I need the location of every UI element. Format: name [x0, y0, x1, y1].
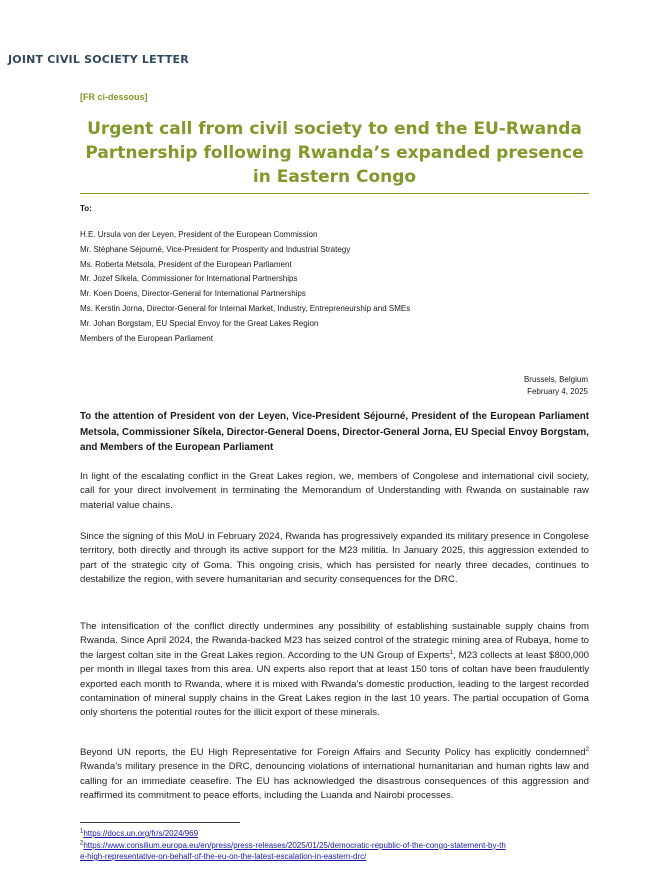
footnote-number: 1	[80, 828, 84, 835]
footnote-ref-2[interactable]: 2	[585, 746, 589, 753]
french-version-tag: [FR ci-dessous]	[80, 92, 148, 102]
footnote-link-1[interactable]: https://docs.un.org/fr/s/2024/969	[83, 829, 199, 838]
letter-type-header: JOINT CIVIL SOCIETY LETTER	[8, 53, 189, 66]
footnote-ref-1[interactable]: 1	[449, 649, 454, 656]
footnote-link-2-cont[interactable]: e-high-representative-on-behalf-of-the-eu-on-the-latest-escalation-in-eastern-drc/	[80, 852, 367, 861]
paragraph-text: , M23 collects at least $800,000 per month in illegal taxes from this area. UN experts also report that at least 150 tons of coltan have been fraudulently exported each month to Rwanda, where it is mixed with Rwanda’s domestic production, leading to the largest recorded contamination of mineral supply chains in the Great Lakes region in the last 10 years. The partial occupation of Goma only shortens the potential routes for the illicit export of these minerals.	[80, 649, 589, 719]
body-paragraph-3	[80, 620, 589, 721]
footnote-1	[80, 828, 595, 840]
body-paragraph-2: Since the signing of this MoU in February 2024, Rwanda has progressively expanded its military presence in Congolese territory, both directly and through its active support for the M23 militia. In January 2025, this aggression extended to part of the strategic city of Goma. This ongoing crisis, which has persisted for nearly three decades, continues to destabilize the region, with severe humanitarian and security consequences for the DRC.	[80, 531, 589, 586]
footnote-divider	[80, 822, 240, 823]
place-date-block	[524, 374, 588, 398]
recipient-list	[80, 228, 410, 346]
paragraph-text: Rwanda’s military presence in the DRC, denouncing violations of international humanitarian and human rights law and calling for an immediate ceasefire. The EU has acknowledged the disastrous consequences of this aggression and reaffirmed its commitment to peace efforts, including the Luanda and Nairobi processes.	[80, 761, 589, 802]
title-divider	[80, 193, 589, 194]
recipient-item: Mr. Stéphane Séjourné, Vice-President for Prosperity and Industrial Strategy	[80, 244, 351, 254]
recipient-item: Members of the European Parliament	[80, 333, 213, 343]
recipient-item: Ms. Kerstin Jorna, Director-General for Internal Market, Industry, Entrepreneurship and SMEs	[80, 303, 411, 313]
body-paragraph-4	[80, 746, 589, 804]
footnotes	[80, 828, 595, 863]
place: Brussels, Belgium	[523, 375, 588, 384]
recipient-item: Mr. Jozef Síkela, Commissioner for International Partnerships	[80, 274, 298, 284]
paragraph-text: The intensification of the conflict directly undermines any possibility of establishing sustainable supply chains from Rwanda. Since April 2024, the Rwanda-backed M23 has seized control of the strategic mining area of Rubaya, home to the largest coltan site in the Great Lakes region. According to the UN Group of Experts	[80, 621, 589, 661]
recipient-item: H.E. Ursula von der Leyen, President of the European Commission	[80, 230, 318, 239]
body-paragraph-1: In light of the escalating conflict in the Great Lakes region, we, members of Congolese and international civil society, call for your direct involvement in terminating the Memorandum of Understanding with Rwanda on sustainable raw material value chains.	[80, 471, 589, 511]
recipient-item: Mr. Koen Doens, Director-General for International Partnerships	[80, 289, 306, 299]
recipient-item: Ms. Roberta Metsola, President of the European Parliament	[80, 259, 292, 269]
footnote-2	[80, 840, 595, 863]
date: February 4, 2025	[527, 387, 588, 396]
footnote-number: 2	[80, 839, 84, 846]
paragraph-text: Beyond UN reports, the EU High Representative for Foreign Affairs and Security Policy has explicitly condemned	[80, 747, 586, 758]
attention-line: To the attention of President von der Leyen, Vice-President Séjourné, President of the European Parliament Metsola, Commissioner Síkela, Director-General Doens, Director-General Jorna, EU Special Envoy Borgstam, and Members of the European Parliament	[80, 411, 589, 453]
recipient-item: Mr. Johan Borgstam, EU Special Envoy for the Great Lakes Region	[80, 318, 319, 328]
page-title: Urgent call from civil society to end the EU-Rwanda Partnership following Rwanda’s expanded presence in Eastern Congo	[85, 119, 584, 187]
footnote-link-2[interactable]: https://www.consilium.europa.eu/en/press/press-releases/2025/01/25/democratic-republic-of-the-congo-statement-by-th	[83, 840, 506, 850]
to-label: To:	[80, 204, 92, 213]
